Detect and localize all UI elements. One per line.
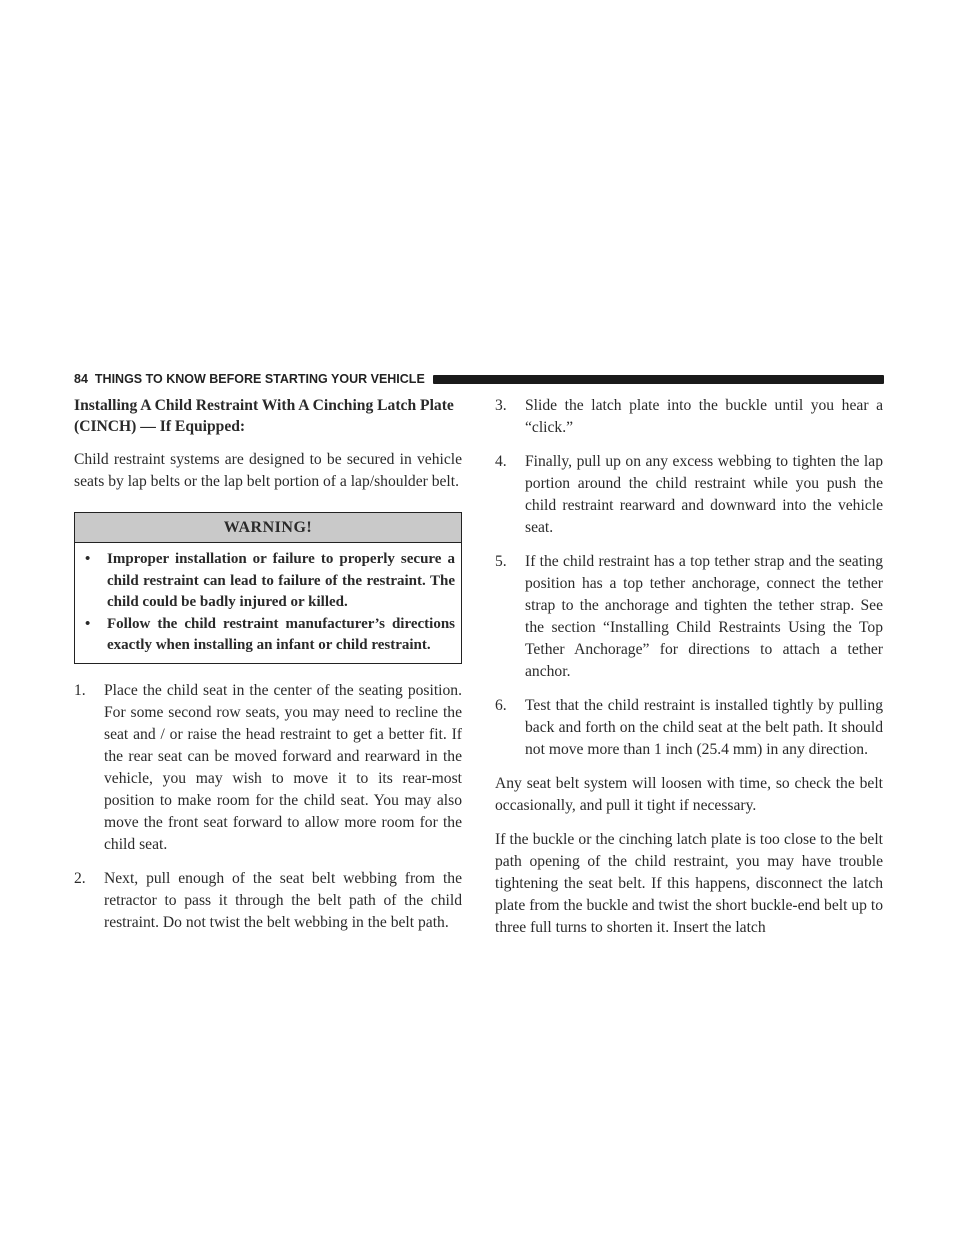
section-title: THINGS TO KNOW BEFORE STARTING YOUR VEHICLE [94, 372, 425, 386]
step-text: Finally, pull up on any excess webbing to tighten the lap portion around the child restraint while you push the child restraint rearward and downward into the vehicle seat. [525, 453, 883, 536]
page-header [74, 372, 884, 386]
step-text: Next, pull enough of the seat belt webbing from the retractor to pass it through the belt path of the child restraint. Do not twist the belt webbing in the belt path. [104, 869, 462, 931]
warning-item [83, 549, 455, 614]
warning-box [74, 512, 462, 664]
steps-list-left [74, 680, 462, 934]
warning-item-text: Follow the child restraint manufacturer’s directions exactly when installing an infant or child restraint. [107, 615, 455, 653]
warning-item [83, 614, 455, 657]
steps-list-right [495, 395, 883, 761]
step-item [495, 451, 883, 539]
warning-title: WARNING! [75, 513, 461, 543]
step-number: 3. [495, 397, 507, 414]
step-number: 6. [495, 697, 507, 714]
step-number: 4. [495, 453, 507, 470]
step-number: 2. [74, 869, 86, 887]
page-number: 84 [74, 372, 88, 386]
step-text: Slide the latch plate into the buckle until you hear a “click.” [525, 397, 883, 436]
header-rule [433, 375, 884, 384]
step-text: Test that the child restraint is installed tightly by pulling back and forth on the child seat at the belt path. It should not move more than 1 inch (25.4 mm) in any direction. [525, 697, 883, 758]
warning-list [75, 543, 461, 663]
step-number: 5. [495, 553, 507, 570]
body-paragraph: If the buckle or the cinching latch plate is too close to the belt path opening of the child restraint, you may have trouble tightening the seat belt. If this happens, disconnect the latch plate from the buckle and twist the short buckle-end belt up to three full turns to shorten it. Insert the latch [495, 831, 883, 936]
step-number: 1. [74, 681, 86, 699]
step-item [495, 551, 883, 683]
warning-item-text: Improper installation or failure to properly secure a child restraint can lead to failure of the restraint. The child could be badly injured or killed. [107, 551, 455, 610]
step-item [495, 395, 883, 439]
left-column [74, 395, 462, 946]
intro-paragraph: Child restraint systems are designed to be secured in vehicle seats by lap belts or the lap belt portion of a lap/shoulder belt. [74, 451, 462, 490]
step-item [495, 695, 883, 761]
right-column [495, 395, 883, 951]
step-text: If the child restraint has a top tether strap and the seating position has a top tether anchorage, connect the tether strap to the anchorage and tighten the tether strap. See the section “Installing Child Restraints Using the Top Tether Anchorage” for directions to attach a tether anchor. [525, 553, 883, 680]
body-paragraph: Any seat belt system will loosen with time, so check the belt occasionally, and pull it tight if necessary. [495, 775, 883, 814]
section-heading: Installing A Child Restraint With A Cinching Latch Plate (CINCH) — If Equipped: [74, 397, 454, 435]
step-item [74, 868, 462, 934]
bullet-icon: • [85, 551, 91, 567]
bullet-icon: • [85, 615, 91, 632]
step-text: Place the child seat in the center of the seating position. For some second row seats, you may need to recline the seat and / or raise the head restraint to get a better fit. If the rear seat can be moved forward and rearward in the vehicle, you may wish to move it to its rear-most position to make room for the child seat. You may also move the front seat forward to allow more room for the child seat. [104, 681, 462, 853]
step-item [74, 680, 462, 856]
